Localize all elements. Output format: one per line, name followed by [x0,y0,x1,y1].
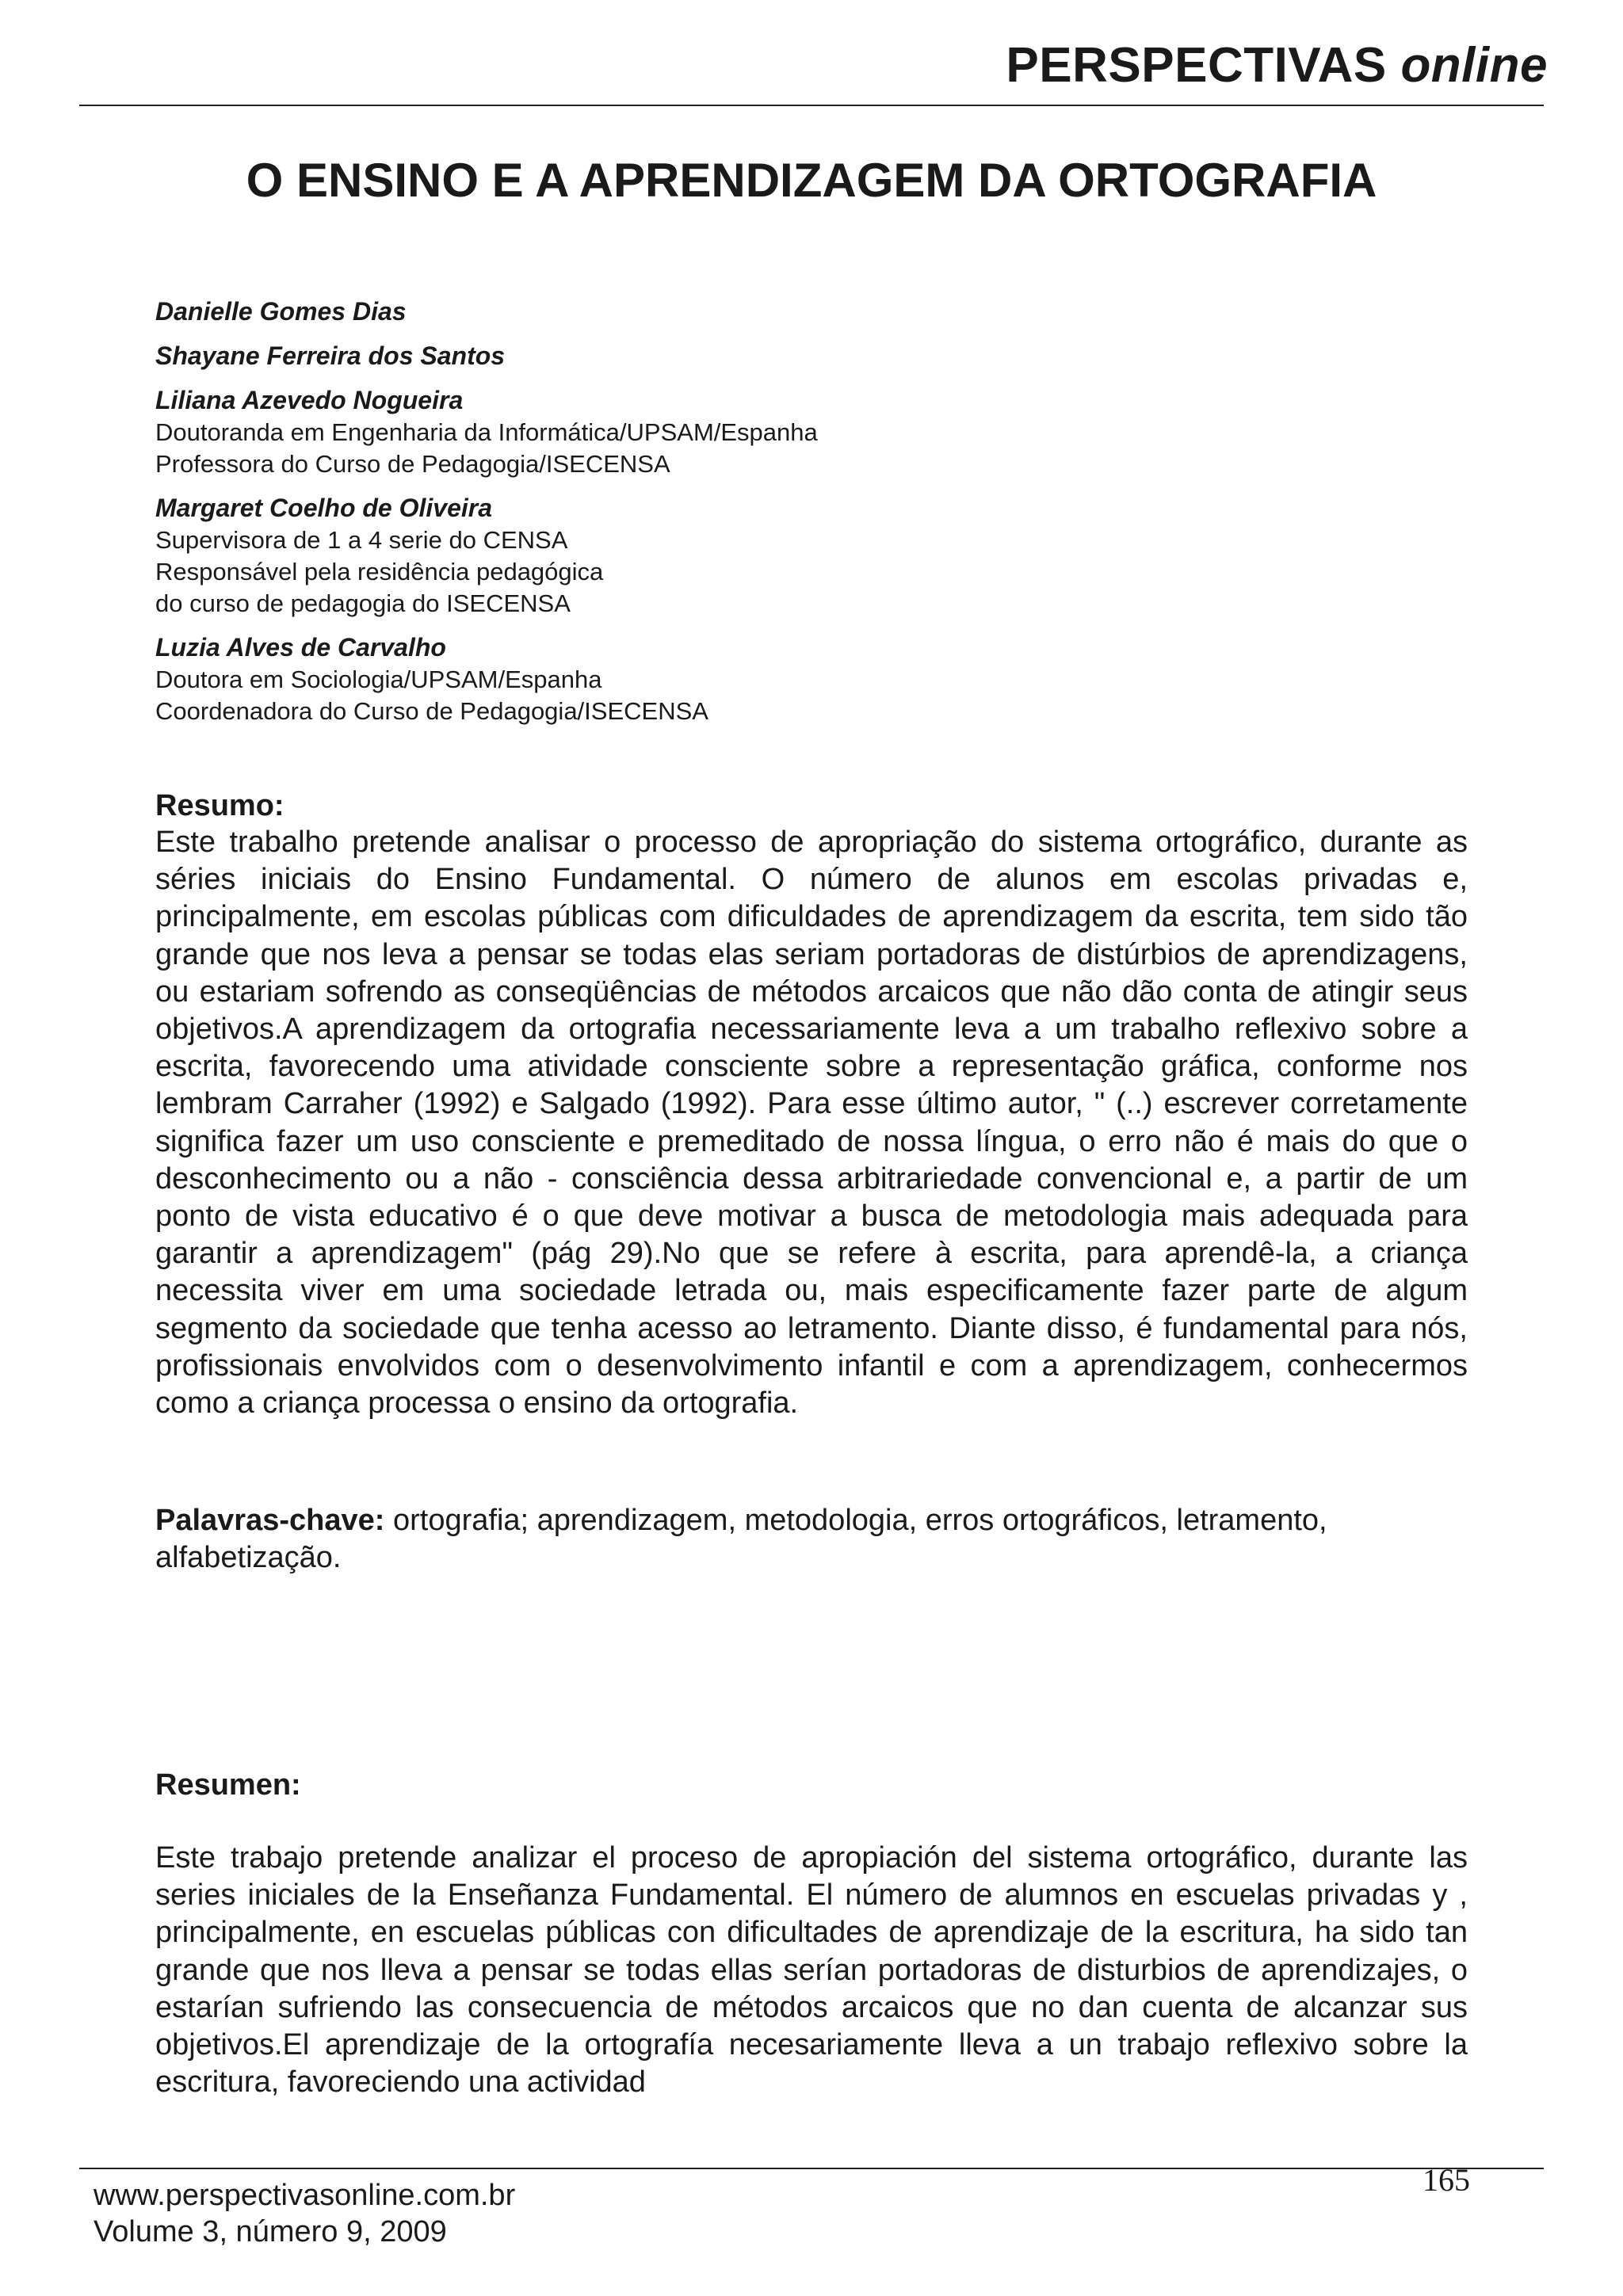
footer-volume: Volume 3, número 9, 2009 [94,2215,447,2248]
author-affiliation: Supervisora de 1 a 4 serie do CENSA [155,526,568,554]
keywords-text: ortografia; aprendizagem, metodologia, erros ortográficos, letramento, alfabetização. [155,1504,1327,1574]
author-list [155,295,1186,738]
author-block [155,383,1186,480]
journal-masthead [1006,38,1548,93]
author-affiliation: Responsável pela residência pedagógica [155,558,604,585]
author-name: Margaret Coelho de Oliveira [155,494,493,522]
author-block [155,491,1186,620]
journal-name-main: PERSPECTIVAS [1006,38,1387,93]
author-block [155,339,1186,372]
author-block [155,631,1186,727]
author-affiliation: Professora do Curso de Pedagogia/ISECENSA [155,450,670,478]
keywords [155,1502,1468,1577]
resumen-heading: Resumen: [155,1768,301,1802]
keywords-label: Palavras-chave: [155,1504,385,1537]
author-name: Luzia Alves de Carvalho [155,633,446,662]
page-number: 165 [1423,2162,1470,2198]
author-block [155,295,1186,328]
footer-url: www.perspectivasonline.com.br [94,2179,516,2212]
author-name: Shayane Ferreira dos Santos [155,341,506,370]
journal-name-online: online [1400,38,1548,93]
article-title: O ENSINO E A APRENDIZAGEM DA ORTOGRAFIA [246,154,1377,207]
author-affiliation: Doutoranda em Engenharia da Informática/UPSAM/Espanha [155,418,818,446]
resumo-heading: Resumo: [155,789,285,822]
author-name: Liliana Azevedo Nogueira [155,386,464,414]
resumen-text: Este trabajo pretende analizar el proceso de apropiación del sistema ortográfico, durante las series iniciales de la Enseñanza Fundamental. El número de alumnos en escuelas privadas y , principalmente, en escuelas públicas con dificultades de aprendizaje de la escritura, ha sido tan grande que nos lleva a pensar se todas ellas serían portadoras de disturbios de aprendizajes, o estarían sufriendo las consecuencia de métodos arcaicos que no dan cuenta de alcanzar sus objetivos.El aprendizaje de la ortografía necesariamente lleva a un trabajo reflexivo sobre la escritura, favoreciendo una actividad [155,1841,1468,2100]
resumen-section [155,1840,1468,2101]
header-rule [79,105,1544,106]
footer-rule [79,2168,1544,2169]
author-affiliation: do curso de pedagogia do ISECENSA [155,589,571,617]
author-affiliation: Doutora em Sociologia/UPSAM/Espanha [155,666,602,693]
resumo-text: Este trabalho pretende analisar o processo de apropriação do sistema ortográfico, durante as séries iniciais do Ensino Fundamental. O número de alunos em escolas privadas e, principalmente, em escolas públicas com dificuldades de aprendizagem da escrita, tem sido tão grande que nos leva a pensar se todas elas seriam portadoras de distúrbios de aprendizagens, ou estariam sofrendo as conseqüências de métodos arcaicos que não dão conta de atingir seus objetivos.A aprendizagem da ortografia necessariamente leva a um trabalho reflexivo sobre a escrita, favorecendo uma atividade consciente sobre a representação gráfica, conforme nos lembram Carraher (1992) e Salgado (1992). Para esse último autor, " (..) escrever corretamente significa fazer um uso consciente e premeditado de nossa língua, o erro não é mais do que o desconhecimento ou a não - consciência dessa arbitrariedade convencional e, a partir de um ponto de vista educativo é o que deve motivar a busca de metodologia mais adequada para garantir a aprendizagem" (pág 29).No que se refere à escrita, para aprendê-la, a criança necessita viver em uma sociedade letrada ou, mais especificamente fazer parte de algum segmento da sociedade que tenha acesso ao letramento. Diante disso, é fundamental para nós, profissionais envolvidos com o desenvolvimento infantil e com a aprendizagem, conhecermos como a criança processa o ensino da ortografia. [155,826,1468,1421]
resumo-section [155,788,1468,1422]
author-affiliation: Coordenadora do Curso de Pedagogia/ISECENSA [155,697,708,725]
author-name: Danielle Gomes Dias [155,297,407,326]
